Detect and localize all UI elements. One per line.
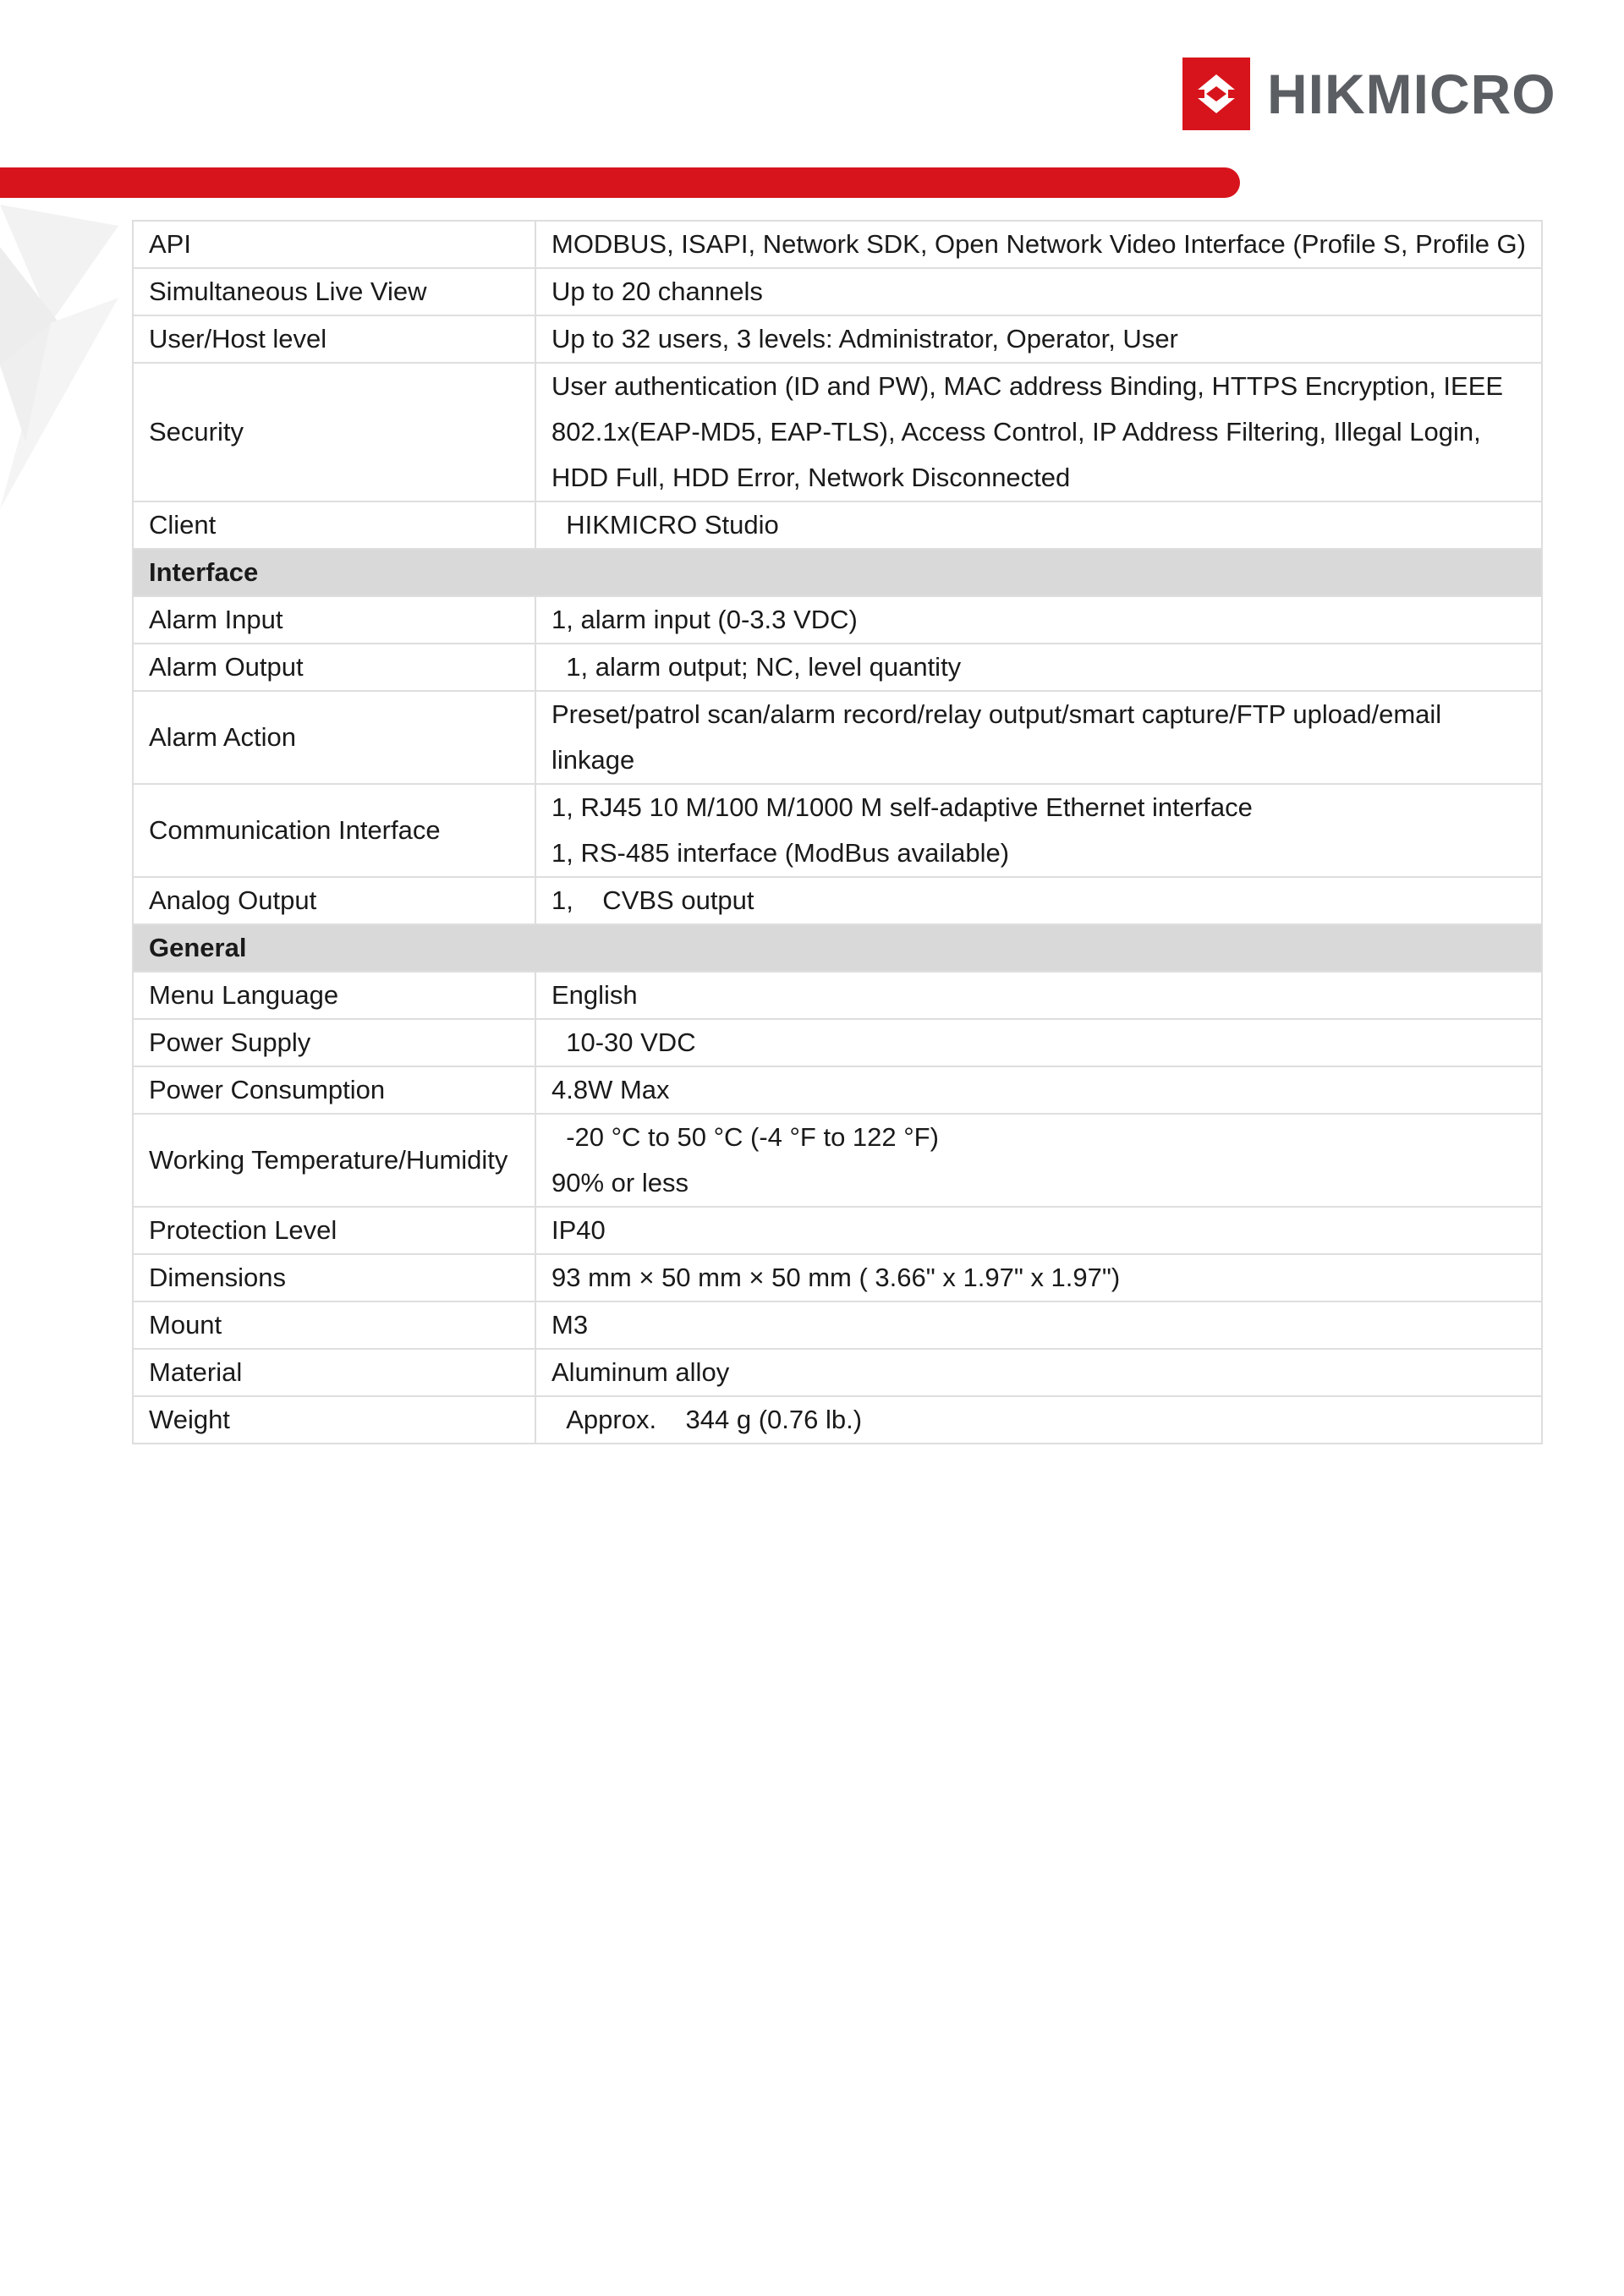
spec-row bbox=[133, 501, 1542, 549]
spec-value: 4.8W Max bbox=[535, 1066, 1542, 1114]
spec-row bbox=[133, 1301, 1542, 1349]
spec-label: API bbox=[133, 221, 535, 268]
spec-value: MODBUS, ISAPI, Network SDK, Open Network Video Interface (Profile S, Profile G) bbox=[535, 221, 1542, 268]
spec-value: 1, alarm output; NC, level quantity bbox=[535, 644, 1542, 691]
decorative-watermark bbox=[0, 196, 118, 518]
spec-label: Security bbox=[133, 363, 535, 501]
spec-row bbox=[133, 784, 1542, 877]
spec-value: HIKMICRO Studio bbox=[535, 501, 1542, 549]
spec-row bbox=[133, 1019, 1542, 1066]
spec-row bbox=[133, 315, 1542, 363]
spec-row bbox=[133, 268, 1542, 315]
spec-row bbox=[133, 1207, 1542, 1254]
hikmicro-logo-icon bbox=[1182, 58, 1250, 130]
header-red-bar bbox=[0, 167, 1240, 198]
spec-value: 1, RJ45 10 M/100 M/1000 M self-adaptive Ethernet interface 1, RS-485 interface (ModBus available) bbox=[535, 784, 1542, 877]
section-header-row bbox=[133, 549, 1542, 596]
spec-label: Power Consumption bbox=[133, 1066, 535, 1114]
brand-name: HIKMICRO bbox=[1267, 63, 1556, 125]
spec-label: Working Temperature/Humidity bbox=[133, 1114, 535, 1207]
spec-row bbox=[133, 363, 1542, 501]
spec-row bbox=[133, 877, 1542, 924]
specification-table bbox=[132, 220, 1543, 1444]
spec-value: Preset/patrol scan/alarm record/relay output/smart capture/FTP upload/email linkage bbox=[535, 691, 1542, 784]
spec-label: Dimensions bbox=[133, 1254, 535, 1301]
spec-value: User authentication (ID and PW), MAC address Binding, HTTPS Encryption, IEEE 802.1x(EAP-MD5, EAP-TLS), Access Control, IP Address Filtering, Illegal Login, HDD Full, HDD Error, Network Disconnected bbox=[535, 363, 1542, 501]
spec-label: Material bbox=[133, 1349, 535, 1396]
spec-value: M3 bbox=[535, 1301, 1542, 1349]
spec-label: Communication Interface bbox=[133, 784, 535, 877]
spec-value: 1, CVBS output bbox=[535, 877, 1542, 924]
section-title: General bbox=[133, 924, 1542, 972]
spec-value: Up to 32 users, 3 levels: Administrator, Operator, User bbox=[535, 315, 1542, 363]
spec-value: Approx. 344 g (0.76 lb.) bbox=[535, 1396, 1542, 1444]
spec-label: Weight bbox=[133, 1396, 535, 1444]
spec-label: Mount bbox=[133, 1301, 535, 1349]
spec-row bbox=[133, 221, 1542, 268]
spec-value: English bbox=[535, 972, 1542, 1019]
spec-row bbox=[133, 691, 1542, 784]
spec-label: Simultaneous Live View bbox=[133, 268, 535, 315]
spec-label: Alarm Input bbox=[133, 596, 535, 644]
spec-row bbox=[133, 1349, 1542, 1396]
spec-value: Aluminum alloy bbox=[535, 1349, 1542, 1396]
spec-label: Client bbox=[133, 501, 535, 549]
spec-value: Up to 20 channels bbox=[535, 268, 1542, 315]
spec-row bbox=[133, 1254, 1542, 1301]
spec-value: 10-30 VDC bbox=[535, 1019, 1542, 1066]
spec-label: User/Host level bbox=[133, 315, 535, 363]
brand-logo bbox=[1182, 58, 1556, 130]
spec-label: Alarm Output bbox=[133, 644, 535, 691]
spec-label: Power Supply bbox=[133, 1019, 535, 1066]
section-header-row bbox=[133, 924, 1542, 972]
spec-label: Menu Language bbox=[133, 972, 535, 1019]
spec-value: -20 °C to 50 °C (-4 °F to 122 °F) 90% or less bbox=[535, 1114, 1542, 1207]
spec-row bbox=[133, 644, 1542, 691]
spec-row bbox=[133, 596, 1542, 644]
spec-row bbox=[133, 1114, 1542, 1207]
spec-label: Protection Level bbox=[133, 1207, 535, 1254]
spec-label: Alarm Action bbox=[133, 691, 535, 784]
spec-value: IP40 bbox=[535, 1207, 1542, 1254]
section-title: Interface bbox=[133, 549, 1542, 596]
spec-value: 1, alarm input (0-3.3 VDC) bbox=[535, 596, 1542, 644]
spec-row bbox=[133, 1066, 1542, 1114]
spec-row bbox=[133, 1396, 1542, 1444]
spec-value: 93 mm × 50 mm × 50 mm ( 3.66" x 1.97" x 1.97") bbox=[535, 1254, 1542, 1301]
spec-label: Analog Output bbox=[133, 877, 535, 924]
spec-row bbox=[133, 972, 1542, 1019]
